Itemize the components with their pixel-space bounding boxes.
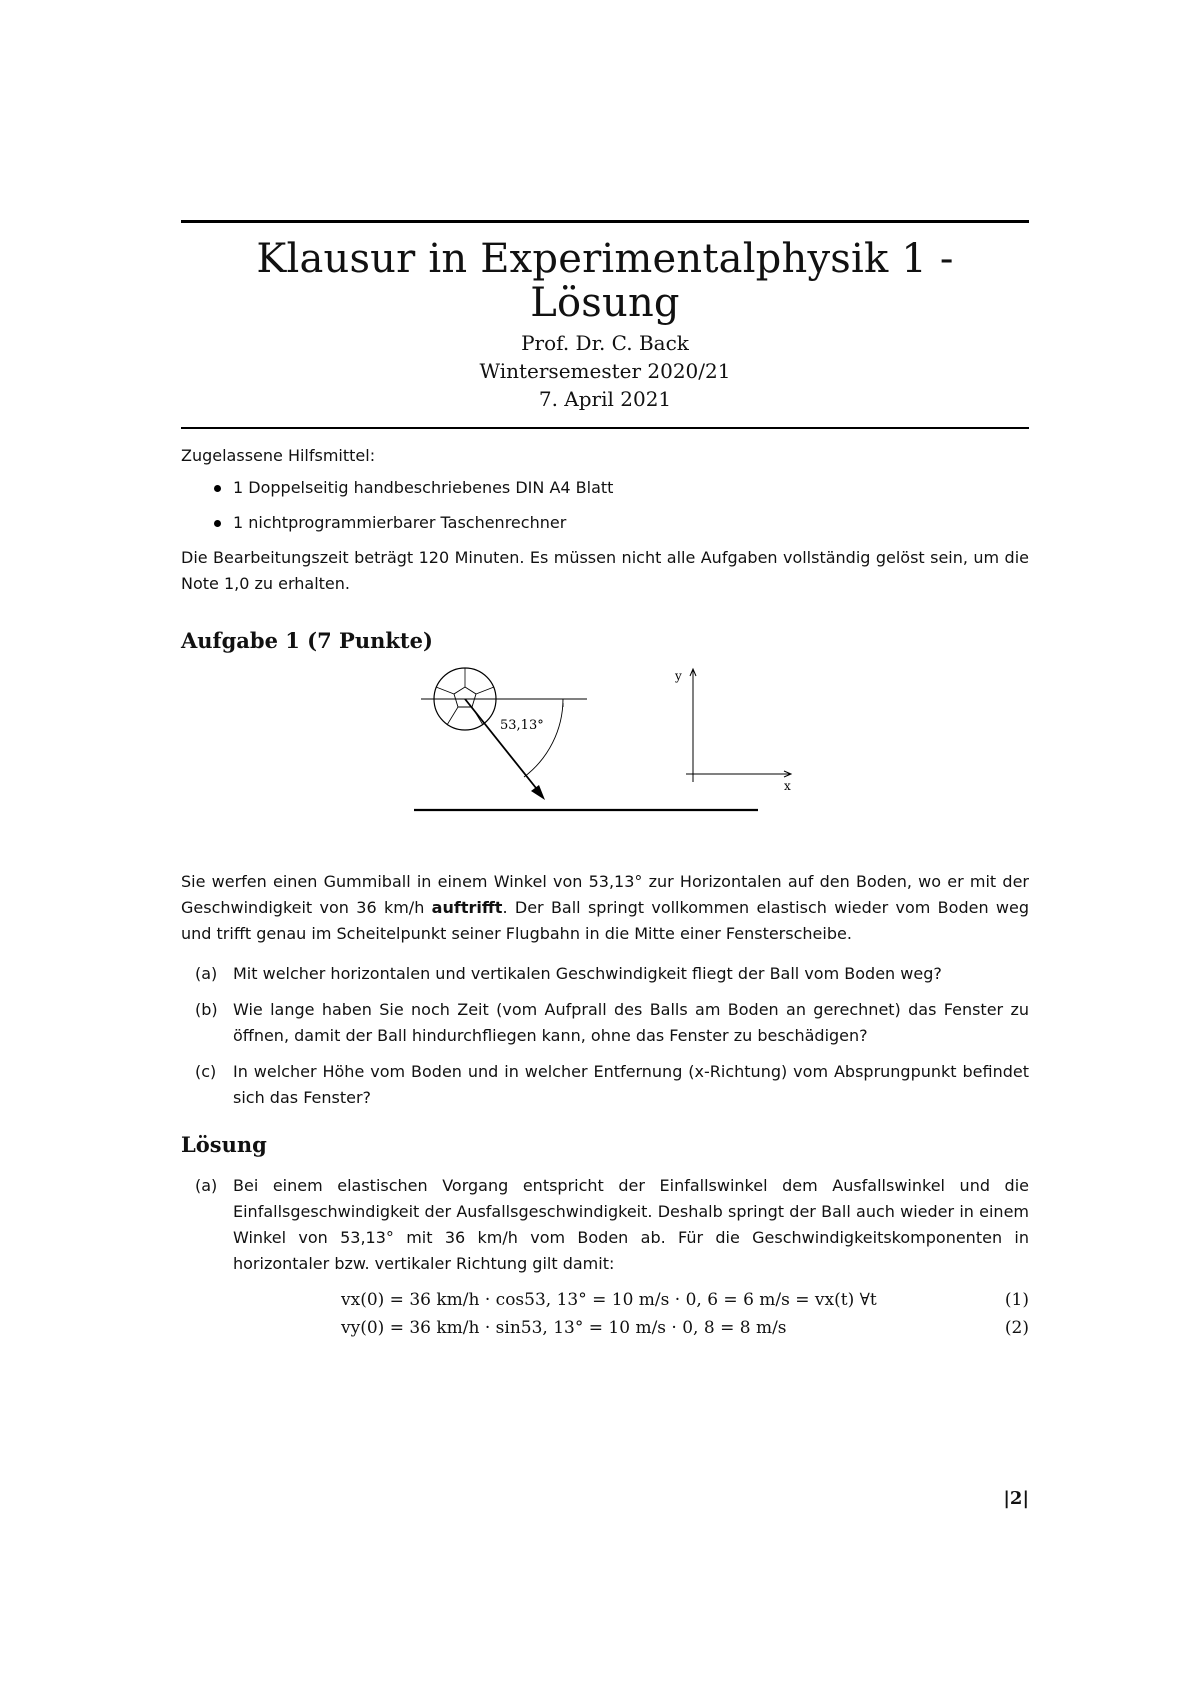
equation-number-1: (1) bbox=[1004, 1290, 1029, 1310]
document-title: Klausur in Experimentalphysik 1 - Lösung bbox=[256, 235, 954, 326]
angle-label: 53,13° bbox=[500, 718, 544, 733]
bullet-icon bbox=[214, 485, 221, 492]
solution-items bbox=[181, 1173, 1029, 1277]
time-note: Die Bearbeitungszeit beträgt 120 Minuten. Es müssen nicht alle Aufgaben vollständig gelöst sein, um die Note 1,0 zu erhalten. bbox=[181, 548, 1029, 593]
list-item: (c) In welcher Höhe vom Boden und in welcher Entfernung (x-Richtung) vom Absprungpunkt befindet sich das Fenster? bbox=[195, 1062, 1029, 1107]
arrow-head-icon bbox=[531, 785, 545, 800]
task1-questions bbox=[181, 961, 1029, 1111]
bullet-icon bbox=[214, 520, 221, 527]
task1-intro: Sie werfen einen Gummiball in einem Winkel von 53,13° zur Horizontalen auf den Boden, wo er mit der Geschwindigkeit von 36 km/h auftrifft. Der Ball springt vollkommen elastisch wieder vom Boden weg und trifft genau im Scheitelpunkt seiner Flugbahn in die Mitte einer Fensterscheibe. bbox=[181, 872, 1030, 943]
y-axis-label: y bbox=[675, 669, 682, 683]
author: Prof. Dr. C. Back bbox=[521, 330, 689, 355]
ball-diagram bbox=[181, 665, 1029, 855]
task1-heading: Aufgabe 1 (7 Punkte) bbox=[181, 628, 433, 653]
points-badge: |2| bbox=[1003, 1488, 1029, 1509]
solution-heading: Lösung bbox=[181, 1132, 267, 1157]
list-item: (a) Mit welcher horizontalen und vertikalen Geschwindigkeit fliegt der Ball vom Boden weg? bbox=[195, 964, 942, 983]
equation-number-2: (2) bbox=[1004, 1318, 1029, 1338]
equations bbox=[181, 1287, 1029, 1347]
exam-date: 7. April 2021 bbox=[538, 386, 672, 411]
task1-figure bbox=[181, 665, 1029, 855]
equation-1: vx(0) = 36 km/h · cos53, 13° = 10 m/s · 0, 6 = 6 m/s = vx(t) ∀t bbox=[341, 1290, 877, 1310]
emphasis: auftrifft bbox=[431, 898, 503, 917]
x-axis-label: x bbox=[784, 779, 791, 793]
list-item: 1 Doppelseitig handbeschriebenes DIN A4 Blatt bbox=[181, 475, 1029, 501]
list-item: (b) Wie lange haben Sie noch Zeit (vom Aufprall des Balls am Boden an gerechnet) das Fenster zu öffnen, damit der Ball hindurchfliegen kann, ohne das Fenster zu beschädigen? bbox=[195, 1000, 1029, 1045]
aids-label: Zugelassene Hilfsmittel: bbox=[181, 446, 376, 465]
top-rule bbox=[181, 220, 1029, 223]
aids-list bbox=[181, 475, 1029, 536]
angle-arc bbox=[524, 699, 563, 777]
equation-2: vy(0) = 36 km/h · sin53, 13° = 10 m/s · 0, 8 = 8 m/s bbox=[341, 1318, 787, 1338]
list-item: (a) Bei einem elastischen Vorgang entspricht der Einfallswinkel dem Ausfallswinkel und die Einfallsgeschwindigkeit der Ausfallsgeschwindigkeit. Deshalb springt der Ball auch wieder in einem Winkel von 53,13° mit 36 km/h vom Boden ab. Für die Geschwindigkeitskomponenten in horizontaler bzw. vertikaler Richtung gilt damit: bbox=[195, 1176, 1029, 1273]
list-item: 1 nichtprogrammierbarer Taschenrechner bbox=[181, 510, 1029, 536]
semester: Wintersemester 2020/21 bbox=[479, 358, 731, 383]
exam-page bbox=[181, 220, 1030, 1509]
velocity-arrow bbox=[465, 699, 540, 793]
header-bottom-rule bbox=[181, 427, 1029, 430]
